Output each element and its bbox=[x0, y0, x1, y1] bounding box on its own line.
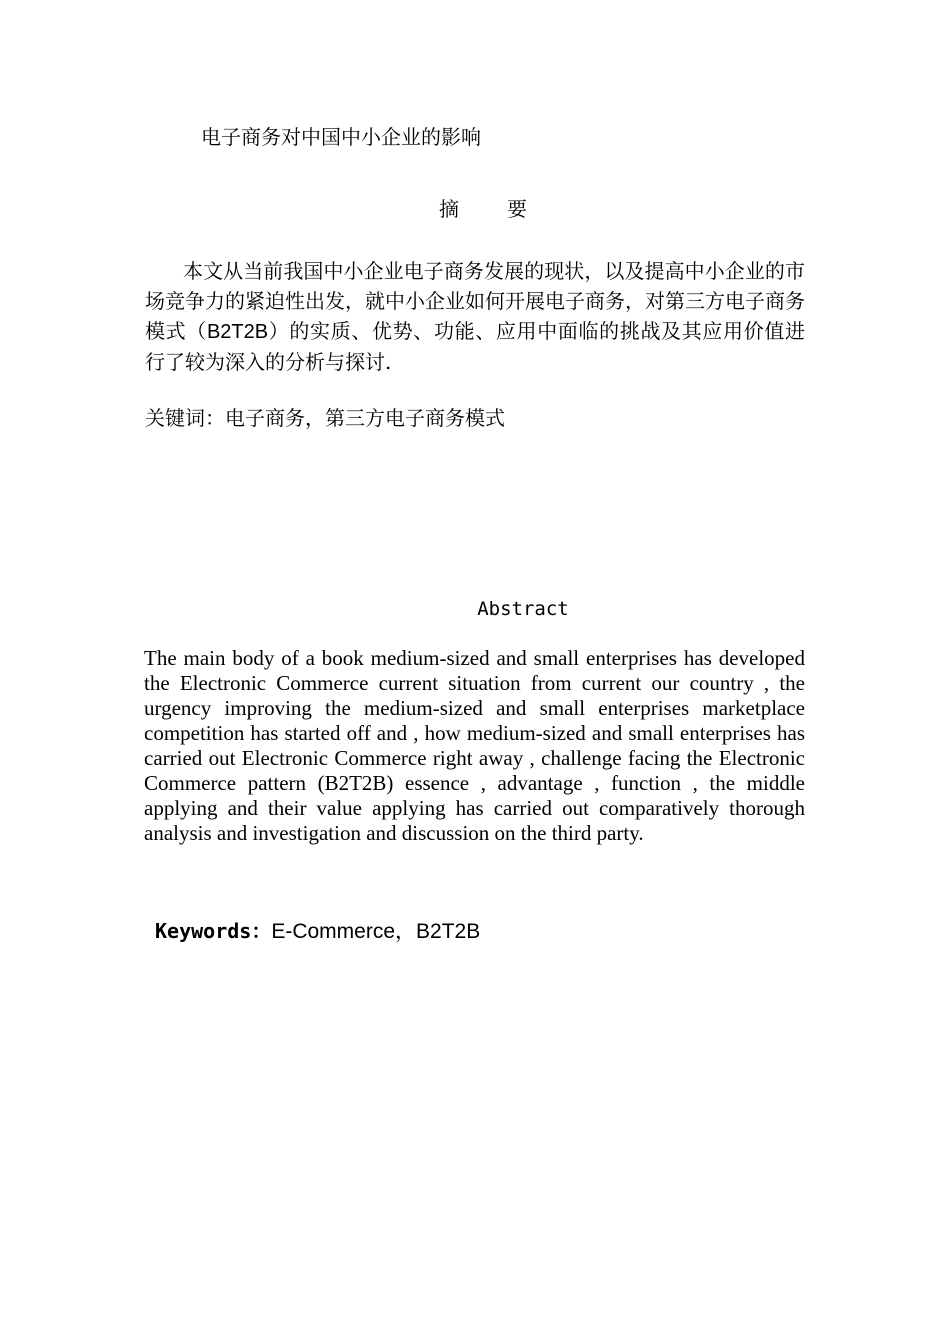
chinese-abstract-text-part-2: ）的实质、优势、功能、应用中面临的挑战及其应用价值进行了较为深入的分析与探讨. bbox=[145, 319, 806, 374]
chinese-keywords-value: 电子商务，第三方电子商务模式 bbox=[225, 406, 505, 430]
english-keywords-value: E-Commerce，B2T2B bbox=[271, 920, 481, 943]
english-abstract-heading-text: Abstract bbox=[477, 598, 569, 620]
chinese-keywords-label: 关键词： bbox=[145, 406, 225, 430]
chinese-abstract-heading bbox=[0, 196, 950, 222]
chinese-keywords bbox=[145, 404, 505, 433]
chinese-abstract-heading-char-2: 要 bbox=[507, 197, 527, 221]
english-abstract-body: The main body of a book medium-sized and small enterprises has developed the Electronic Commerce current situation from current our country , the urgency improving the medium-sized and small enterprises marketplace competition has started off and , how medium-sized and small enterprises has carried out Electronic Commerce right away , challenge facing the Electronic Commerce pattern (B2T2B) essence , advantage , function , the middle applying and their value applying has carried out comparatively thorough analysis and investigation and discussion on the third party. bbox=[144, 646, 805, 845]
chinese-abstract-model-name: B2T2B bbox=[206, 321, 269, 343]
english-abstract-heading bbox=[0, 596, 950, 622]
document-title: 电子商务对中国中小企业的影响 bbox=[201, 125, 481, 149]
chinese-abstract-body bbox=[145, 256, 805, 377]
chinese-abstract-heading-char-1: 摘 bbox=[439, 197, 459, 221]
english-keywords-label: Keywords： bbox=[155, 919, 272, 943]
english-keywords bbox=[155, 917, 480, 946]
chinese-abstract-text-part-1: 本文从当前我国中小企业电子商务发展的现状，以及提高中小企业的市场竞争力的紧迫性出发，就中小企业如何开展电子商务，对第三方电子商务模式（ bbox=[145, 259, 805, 343]
